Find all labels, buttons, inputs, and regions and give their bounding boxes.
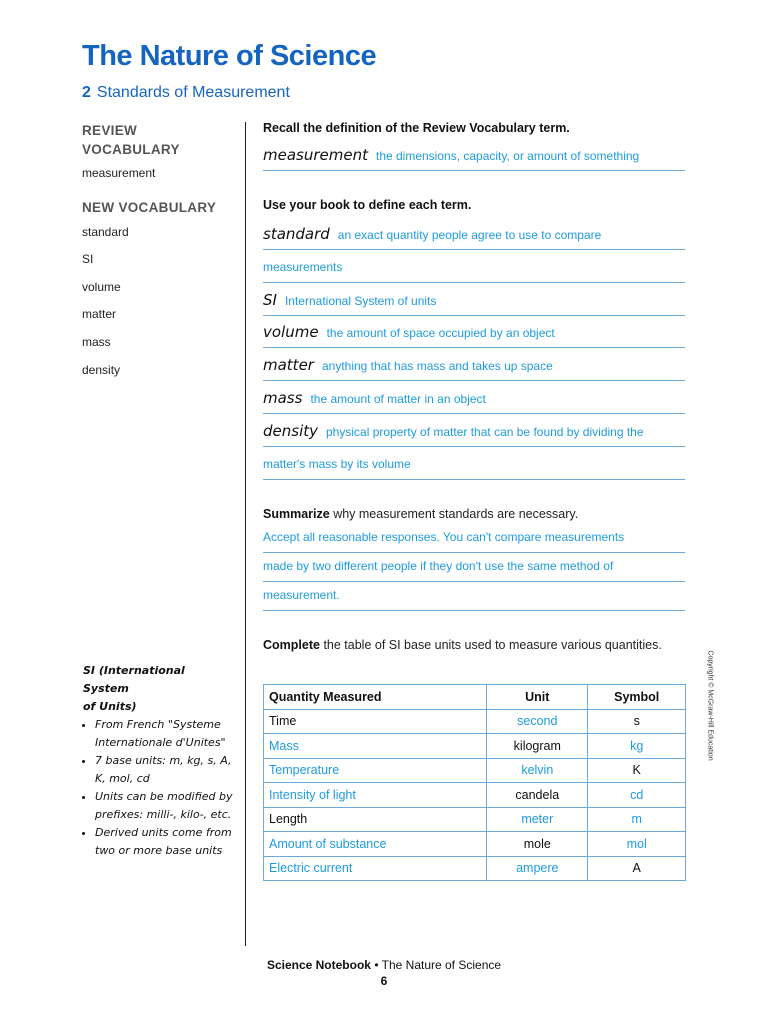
table-row (264, 734, 686, 759)
new-vocab-item: volume (82, 280, 121, 294)
quantity-cell: Electric current (264, 856, 487, 881)
quantity-cell: Mass (264, 734, 487, 759)
summary-answer-line (263, 557, 685, 582)
copyright-notice: Copyright © McGraw-Hill Education (706, 650, 714, 761)
table-row (264, 807, 686, 832)
note-title-line-2: of Units) (83, 700, 137, 713)
symbol-cell: K (588, 758, 686, 783)
column-header: Unit (487, 685, 588, 710)
table-row (264, 832, 686, 857)
vocab-term: matter (263, 356, 314, 374)
new-vocab-item: standard (82, 225, 129, 239)
table-row (264, 856, 686, 881)
review-definition-row (263, 146, 685, 171)
new-vocabulary-heading: NEW VOCABULARY (82, 200, 217, 215)
symbol-cell: A (588, 856, 686, 881)
vocab-definition: the dimensions, capacity, or amount of something (375, 149, 640, 163)
column-divider (245, 122, 246, 946)
definition-row (263, 291, 685, 316)
symbol-cell: cd (588, 783, 686, 808)
define-instruction: Use your book to define each term. (263, 198, 472, 212)
vocab-definition: the amount of matter in an object (310, 392, 486, 406)
section-number: 2 (82, 84, 91, 101)
complete-keyword: Complete (263, 638, 320, 652)
note-bullet: • 7 base units: m, kg, s, A, K, mol, cd (95, 752, 233, 788)
column-header: Symbol (588, 685, 686, 710)
symbol-cell: kg (588, 734, 686, 759)
note-list (83, 716, 233, 860)
quantity-cell: Time (264, 709, 487, 734)
table-row (264, 783, 686, 808)
footer-chapter: The Nature of Science (381, 958, 502, 972)
new-vocab-item: SI (82, 252, 94, 266)
unit-cell: second (487, 709, 588, 734)
summarize-keyword: Summarize (263, 507, 330, 521)
unit-cell: kilogram (487, 734, 588, 759)
definition-row (263, 258, 685, 283)
review-instruction: Recall the definition of the Review Vocabulary term. (263, 121, 570, 135)
si-side-note (83, 662, 233, 860)
footer (0, 958, 768, 972)
table-row (264, 709, 686, 734)
new-vocab-item: density (82, 363, 121, 377)
note-bullet: • Units can be modified by prefixes: milli-, kilo-, etc. (95, 788, 233, 824)
definition-row (263, 225, 685, 250)
definition-row (263, 422, 685, 447)
vocab-definition: anything that has mass and takes up space (321, 359, 553, 373)
vocab-term: mass (263, 389, 303, 407)
si-units-table (263, 684, 686, 881)
vocab-term: standard (263, 225, 330, 243)
unit-cell: mole (487, 832, 588, 857)
complete-prompt (263, 636, 683, 654)
review-vocabulary-heading (82, 121, 180, 159)
vocab-definition: physical property of matter that can be found by dividing the (326, 425, 644, 439)
table-header-row (264, 685, 686, 710)
summarize-text: why measurement standards are necessary. (333, 507, 579, 521)
vocab-definition: International System of units (284, 294, 437, 308)
definition-row (263, 356, 685, 381)
quantity-cell: Amount of substance (264, 832, 487, 857)
vocab-term: density (263, 422, 318, 440)
vocab-definition: matter's mass by its volume (263, 457, 411, 471)
summary-answer-line (263, 586, 685, 611)
new-vocab-item: mass (82, 335, 111, 349)
definition-row (263, 323, 685, 348)
page-title: The Nature of Science (82, 40, 377, 72)
note-bullet: • Derived units come from two or more base units (95, 824, 233, 860)
vocab-term: SI (263, 291, 277, 309)
vocab-term: volume (263, 323, 319, 341)
symbol-cell: mol (588, 832, 686, 857)
summarize-prompt (263, 505, 683, 523)
review-heading-line-1: REVIEW (82, 123, 138, 138)
new-vocab-item: matter (82, 307, 117, 321)
quantity-cell: Temperature (264, 758, 487, 783)
summary-answer: measurement. (263, 588, 340, 602)
summary-answer: made by two different people if they don't use the same method of (263, 559, 614, 573)
column-header: Quantity Measured (264, 685, 487, 710)
definition-row (263, 455, 685, 480)
unit-cell: kelvin (487, 758, 588, 783)
section-heading (82, 84, 290, 102)
vocab-definition: an exact quantity people agree to use to compare (337, 228, 602, 242)
review-heading-line-2: VOCABULARY (82, 142, 180, 157)
table-row (264, 758, 686, 783)
unit-cell: ampere (487, 856, 588, 881)
unit-cell: candela (487, 783, 588, 808)
section-title: Standards of Measurement (96, 84, 290, 101)
note-title-line-1: SI (International System (83, 664, 185, 695)
complete-text: the table of SI base units used to measure various quantities. (323, 638, 662, 652)
footer-separator: • (374, 958, 379, 972)
footer-book: Science Notebook (266, 958, 371, 972)
summary-answer-line (263, 528, 685, 553)
page-number: 6 (380, 974, 388, 988)
summary-answer: Accept all reasonable responses. You can't compare measurements (263, 530, 625, 544)
quantity-cell: Intensity of light (264, 783, 487, 808)
definition-row (263, 389, 685, 414)
unit-cell: meter (487, 807, 588, 832)
quantity-cell: Length (264, 807, 487, 832)
symbol-cell: m (588, 807, 686, 832)
symbol-cell: s (588, 709, 686, 734)
vocab-term: measurement (263, 146, 368, 164)
vocab-definition: measurements (263, 260, 343, 274)
review-vocab-item: measurement (82, 166, 156, 180)
vocab-definition: the amount of space occupied by an object (326, 326, 555, 340)
note-bullet: • From French "Systeme Internationale d'Unites" (95, 716, 233, 752)
